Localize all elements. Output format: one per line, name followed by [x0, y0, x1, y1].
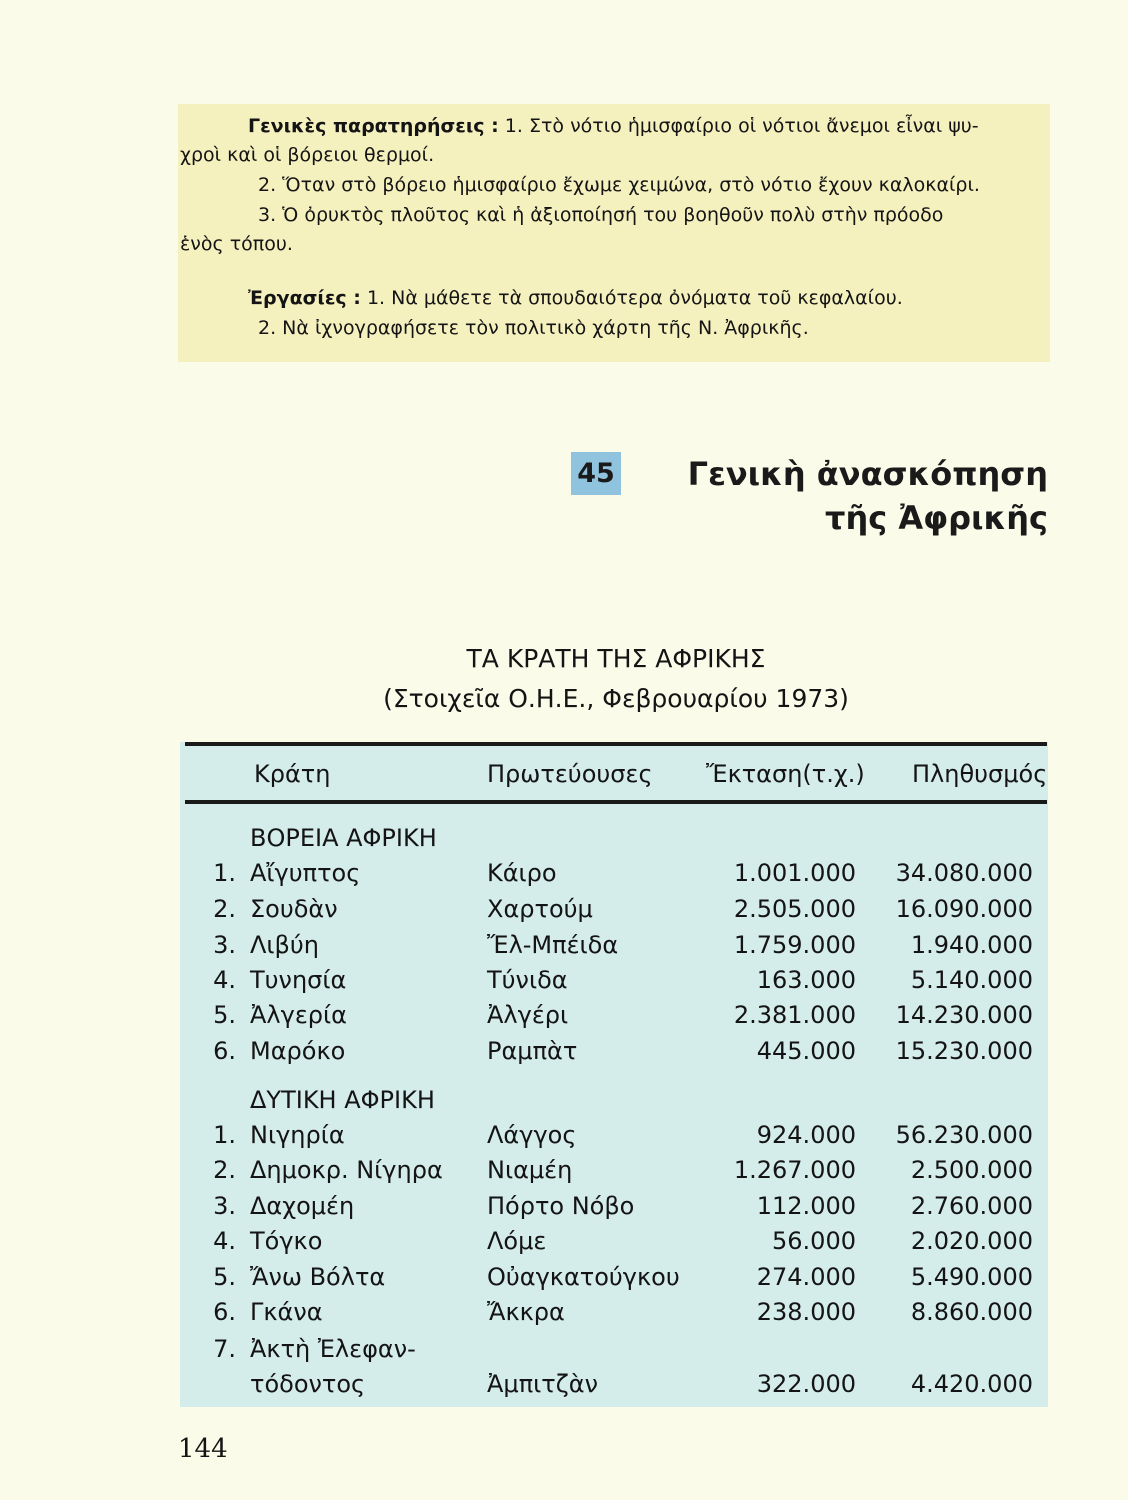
header-population: Πληθυσμός — [912, 760, 1048, 788]
general-note-1b: χροὶ καὶ οἱ βόρειοι θερμοί. — [180, 144, 435, 166]
area-value: 2.381.000 — [733, 1001, 856, 1029]
row-number: 5. — [213, 1263, 236, 1291]
header-capitals: Πρωτεύουσες — [487, 760, 653, 788]
table-row — [0, 1152, 1128, 1188]
table-row-continued — [0, 1366, 1128, 1402]
capital-name: Ἀλγέρι — [487, 1001, 569, 1029]
area-value: 112.000 — [756, 1192, 856, 1220]
tasks-label: Ἐργασίες : — [248, 287, 361, 309]
table-top-rule — [185, 742, 1047, 746]
area-value: 2.505.000 — [733, 895, 856, 923]
row-number: 1. — [213, 859, 236, 887]
table-header-row — [0, 756, 1128, 792]
capital-name: Κάιρο — [487, 859, 557, 887]
population-value: 16.090.000 — [895, 895, 1033, 923]
population-value: 8.860.000 — [910, 1298, 1033, 1326]
table-header-rule — [185, 800, 1047, 804]
state-name: Δημοκρ. Νίγηρα — [250, 1156, 443, 1184]
area-value: 924.000 — [756, 1121, 856, 1149]
table-row — [0, 962, 1128, 998]
row-number: 2. — [213, 1156, 236, 1184]
state-name: Ἀκτὴ Ἐλεφαν- — [250, 1335, 416, 1363]
header-states: Κράτη — [254, 760, 331, 788]
population-value: 2.760.000 — [910, 1192, 1033, 1220]
row-number: 4. — [213, 966, 236, 994]
state-name: Ἀλγερία — [250, 1001, 347, 1029]
general-note-1a: 1. Στὸ νότιο ἡμισφαίριο οἱ νότιοι ἄνεμοι εἶναι ψυ- — [504, 115, 979, 137]
population-value: 2.500.000 — [910, 1156, 1033, 1184]
capital-name: Χαρτούμ — [487, 895, 593, 923]
row-number: 1. — [213, 1121, 236, 1149]
state-name: Τόγκο — [250, 1227, 323, 1255]
row-number: 3. — [213, 931, 236, 959]
population-value: 15.230.000 — [895, 1037, 1033, 1065]
table-row — [0, 1259, 1128, 1295]
row-number: 7. — [213, 1335, 236, 1363]
capital-name: Πόρτο Νόβο — [487, 1192, 635, 1220]
table-subtitle: (Στοιχεῖα Ο.Η.Ε., Φεβρουαρίου 1973) — [383, 684, 849, 713]
state-name: Νιγηρία — [250, 1121, 345, 1149]
page-number: 144 — [178, 1434, 228, 1464]
header-area: Ἔκταση(τ.χ.) — [706, 760, 865, 788]
capital-name: Λάγγος — [487, 1121, 577, 1149]
table-row — [0, 855, 1128, 891]
capital-name: Λόμε — [487, 1227, 547, 1255]
table-row — [0, 1117, 1128, 1153]
area-value: 238.000 — [756, 1298, 856, 1326]
general-note-3a: 3. Ὁ ὀρυκτὸς πλοῦτος καὶ ἡ ἀξιοποίησή του βοηθοῦν πολὺ στὴν πρόοδο — [258, 204, 944, 226]
chapter-number-badge: 45 — [571, 452, 621, 495]
tasks-line-1 — [248, 286, 903, 310]
population-value: 4.420.000 — [910, 1370, 1033, 1398]
area-value: 56.000 — [772, 1227, 856, 1255]
state-name: Δαχομέη — [250, 1192, 355, 1220]
capital-name: Τύνιδα — [487, 966, 568, 994]
row-number: 6. — [213, 1037, 236, 1065]
state-name: Μαρόκο — [250, 1037, 346, 1065]
population-value: 1.940.000 — [910, 931, 1033, 959]
row-number: 4. — [213, 1227, 236, 1255]
area-value: 1.759.000 — [733, 931, 856, 959]
capital-name: Ἄκκρα — [487, 1298, 565, 1326]
area-value: 274.000 — [756, 1263, 856, 1291]
table-row — [0, 1188, 1128, 1224]
section-west-africa: ΔΥΤΙΚΗ ΑΦΡΙΚΗ — [250, 1086, 435, 1114]
state-name: Ἄνω Βόλτα — [250, 1263, 386, 1291]
capital-name: Νιαμέη — [487, 1156, 573, 1184]
state-name: Λιβύη — [250, 931, 319, 959]
population-value: 2.020.000 — [910, 1227, 1033, 1255]
capital-name: Οὐαγκατούγκου — [487, 1263, 680, 1291]
state-name: Γκάνα — [250, 1298, 323, 1326]
table-title: ΤΑ ΚΡΑΤΗ ΤΗΣ ΑΦΡΙΚΗΣ — [466, 644, 766, 673]
row-number: 2. — [213, 895, 236, 923]
area-value: 163.000 — [756, 966, 856, 994]
area-value: 1.001.000 — [733, 859, 856, 887]
chapter-title-line-2: τῆς Ἀφρικῆς — [825, 499, 1048, 537]
area-value: 1.267.000 — [733, 1156, 856, 1184]
area-value: 445.000 — [756, 1037, 856, 1065]
population-value: 34.080.000 — [895, 859, 1033, 887]
table-row — [0, 1033, 1128, 1069]
task-2: 2. Νὰ ἰχνογραφήσετε τὸν πολιτικὸ χάρτη τῆς Ν. Ἀφρικῆς. — [258, 317, 809, 339]
state-name: Τυνησία — [250, 966, 347, 994]
state-name: Αἴγυπτος — [250, 859, 361, 887]
general-notes-label: Γενικὲς παρατηρήσεις : — [248, 115, 499, 137]
population-value: 5.490.000 — [910, 1263, 1033, 1291]
population-value: 5.140.000 — [910, 966, 1033, 994]
state-name: Σουδὰν — [250, 895, 338, 923]
general-notes-line-1 — [248, 114, 979, 138]
task-1: 1. Νὰ μάθετε τὰ σπουδαιότερα ὀνόματα τοῦ κεφαλαίου. — [366, 287, 903, 309]
row-number: 3. — [213, 1192, 236, 1220]
general-note-2: 2. Ὅταν στὸ βόρειο ἡμισφαίριο ἔχωμε χειμώνα, στὸ νότιο ἔχουν καλοκαίρι. — [258, 174, 980, 196]
row-number: 5. — [213, 1001, 236, 1029]
row-number: 6. — [213, 1298, 236, 1326]
population-value: 14.230.000 — [895, 1001, 1033, 1029]
area-value: 322.000 — [756, 1370, 856, 1398]
table-row — [0, 927, 1128, 963]
state-name-continued: τόδοντος — [250, 1370, 366, 1398]
chapter-title-line-1: Γενικὴ ἀνασκόπηση — [687, 455, 1048, 493]
table-row — [0, 1331, 1128, 1367]
capital-name: Ραμπὰτ — [487, 1037, 578, 1065]
general-note-3b: ἑνὸς τόπου. — [180, 233, 293, 255]
table-row — [0, 997, 1128, 1033]
capital-name: Ἀμπιτζὰν — [487, 1370, 598, 1398]
table-row — [0, 1294, 1128, 1330]
chapter-title — [688, 452, 1048, 540]
section-north-africa: ΒΟΡΕΙΑ ΑΦΡΙΚΗ — [250, 824, 437, 852]
population-value: 56.230.000 — [895, 1121, 1033, 1149]
table-row — [0, 891, 1128, 927]
table-row — [0, 1223, 1128, 1259]
capital-name: Ἔλ-Μπέιδα — [487, 931, 619, 959]
